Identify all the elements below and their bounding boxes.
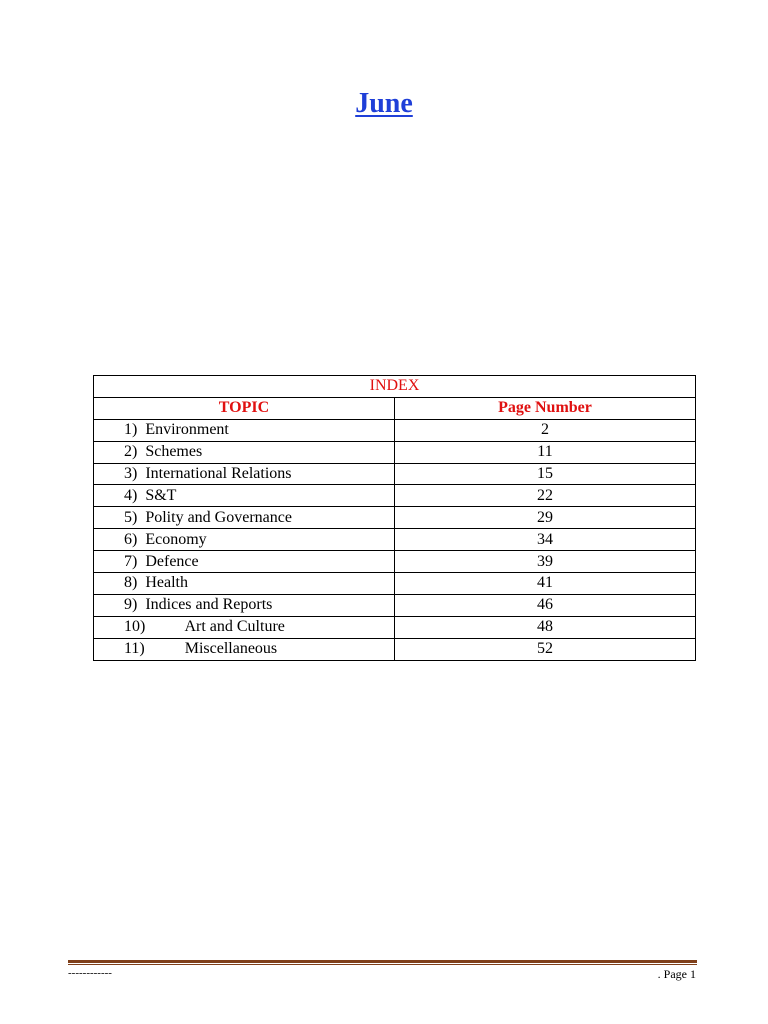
topic-cell: 9) Indices and Reports	[94, 594, 395, 616]
footer-rule-thick	[68, 960, 697, 963]
topic-cell: 11) Miscellaneous	[94, 638, 395, 660]
page-number-cell: 52	[395, 638, 696, 660]
table-row	[94, 551, 696, 573]
page-number-cell: 41	[395, 573, 696, 595]
page-number-column-header: Page Number	[395, 397, 696, 419]
footer-rule-thin	[68, 964, 697, 965]
table-row	[94, 638, 696, 660]
table-row	[94, 529, 696, 551]
topic-cell: 7) Defence	[94, 551, 395, 573]
page-number-cell: 15	[395, 463, 696, 485]
document-title: June	[355, 88, 413, 119]
table-row	[94, 507, 696, 529]
topic-column-header: TOPIC	[94, 397, 395, 419]
footer-left-text: ------------	[68, 967, 112, 979]
column-header-row	[94, 397, 696, 419]
table-row	[94, 485, 696, 507]
page-number-cell: 39	[395, 551, 696, 573]
index-rows	[94, 419, 696, 660]
page-number-cell: 11	[395, 441, 696, 463]
table-row	[94, 616, 696, 638]
page-number-cell: 22	[395, 485, 696, 507]
page-number-cell: 46	[395, 594, 696, 616]
topic-cell: 1) Environment	[94, 419, 395, 441]
index-heading-row	[94, 376, 696, 398]
topic-cell: 3) International Relations	[94, 463, 395, 485]
table-row	[94, 594, 696, 616]
index-table	[93, 375, 696, 661]
table-row	[94, 419, 696, 441]
page-number-cell: 29	[395, 507, 696, 529]
index-heading: INDEX	[94, 376, 696, 398]
page-number-cell: 48	[395, 616, 696, 638]
topic-cell: 10) Art and Culture	[94, 616, 395, 638]
topic-cell: 5) Polity and Governance	[94, 507, 395, 529]
table-row	[94, 463, 696, 485]
topic-cell: 4) S&T	[94, 485, 395, 507]
table-row	[94, 441, 696, 463]
page-number-cell: 34	[395, 529, 696, 551]
topic-cell: 2) Schemes	[94, 441, 395, 463]
table-row	[94, 573, 696, 595]
topic-cell: 6) Economy	[94, 529, 395, 551]
topic-cell: 8) Health	[94, 573, 395, 595]
page-number-cell: 2	[395, 419, 696, 441]
page-number-footer: . Page 1	[657, 967, 696, 981]
